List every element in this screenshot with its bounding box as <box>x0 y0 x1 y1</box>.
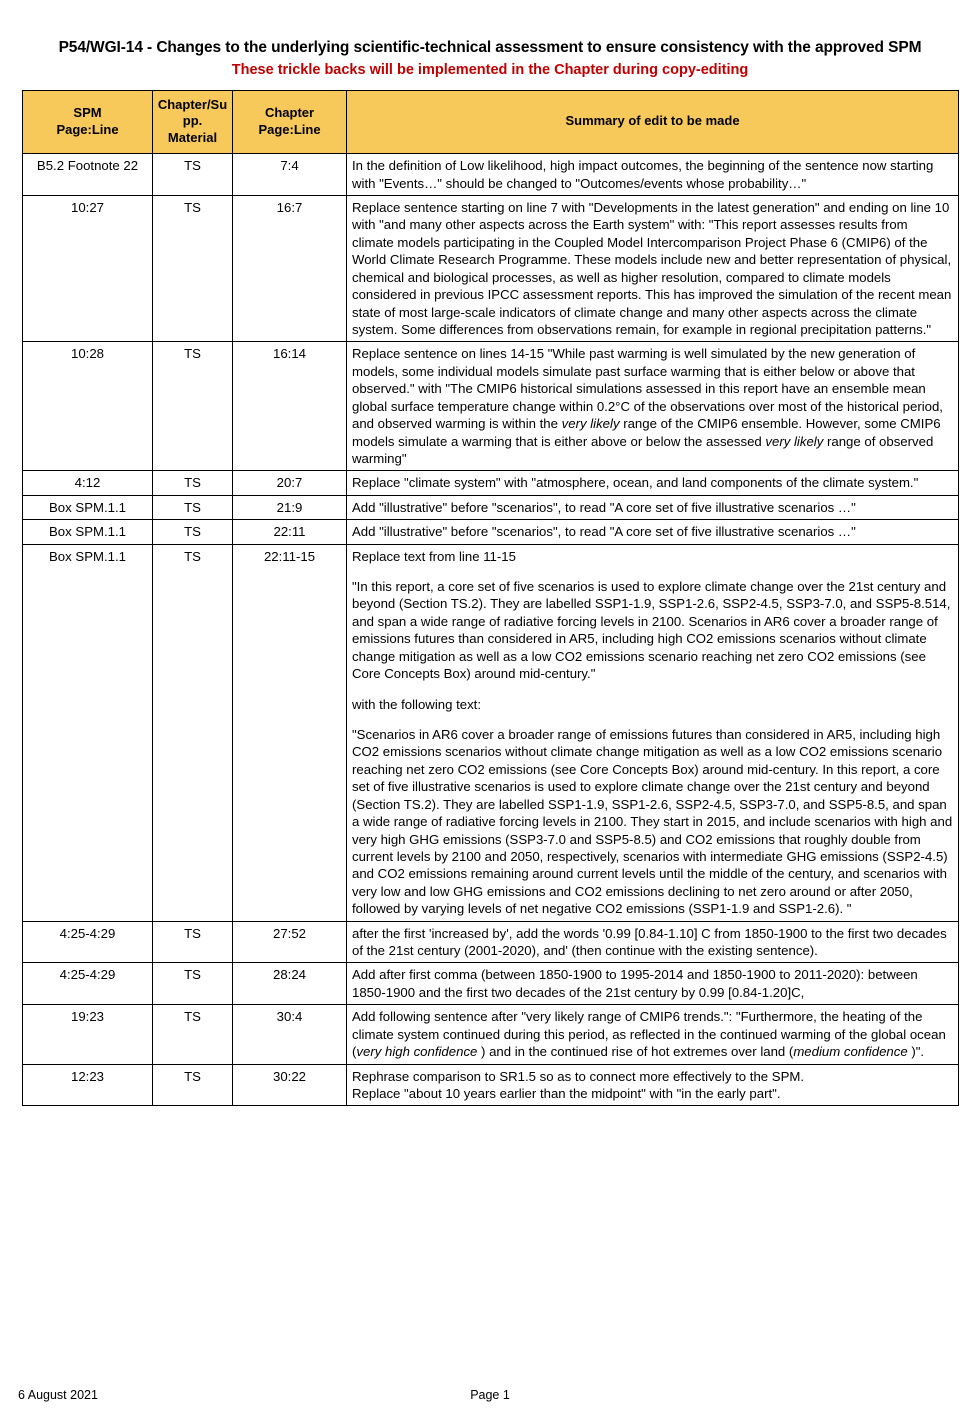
cell-spm: 19:23 <box>23 1005 153 1064</box>
cell-material: TS <box>153 196 233 342</box>
cell-chapter: 16:14 <box>233 342 347 471</box>
cell-material: TS <box>153 342 233 471</box>
cell-summary: Rephrase comparison to SR1.5 so as to connect more effectively to the SPM. Replace "about 10 years earlier than the midpoint" with "in the early part". <box>347 1064 959 1106</box>
cell-material: TS <box>153 921 233 963</box>
column-header-summary: Summary of edit to be made <box>347 90 959 154</box>
footer-page-number: Page 1 <box>470 1388 510 1402</box>
cell-summary: Add following sentence after "very likely range of CMIP6 trends.": "Furthermore, the heating of the climate system continued during this period, as reflected in the continued warming of the global ocean (very high confidence ) and in the continued rise of hot extremes over land (medium confidence )". <box>347 1005 959 1064</box>
footer-date: 6 August 2021 <box>18 1388 98 1402</box>
cell-material: TS <box>153 520 233 544</box>
cell-chapter: 30:22 <box>233 1064 347 1106</box>
table-header-row <box>23 90 959 154</box>
cell-summary: Replace "climate system" with "atmosphere, ocean, and land components of the climate system." <box>347 471 959 495</box>
cell-material: TS <box>153 471 233 495</box>
table-row <box>23 1064 959 1106</box>
table-row <box>23 1005 959 1064</box>
table-row <box>23 963 959 1005</box>
cell-spm: 4:25-4:29 <box>23 921 153 963</box>
cell-spm: B5.2 Footnote 22 <box>23 154 153 196</box>
cell-chapter: 7:4 <box>233 154 347 196</box>
page-title: P54/WGI-14 - Changes to the underlying scientific-technical assessment to ensure consistency with the approved SPM <box>58 39 922 56</box>
column-header-chapter-material: Chapter/Su pp. Material <box>153 90 233 154</box>
cell-spm: Box SPM.1.1 <box>23 544 153 921</box>
table-row <box>23 495 959 519</box>
cell-spm: 4:25-4:29 <box>23 963 153 1005</box>
column-header-spm: SPM Page:Line <box>23 90 153 154</box>
cell-material: TS <box>153 1064 233 1106</box>
cell-summary: In the definition of Low likelihood, high impact outcomes, the beginning of the sentence now starting with "Events…" should be changed to "Outcomes/events whose probability…" <box>347 154 959 196</box>
cell-spm: 10:27 <box>23 196 153 342</box>
column-header-chapter-pageline: Chapter Page:Line <box>233 90 347 154</box>
cell-summary: Add after first comma (between 1850-1900 to 1995-2014 and 1850-1900 to 2011-2020): between 1850-1900 and the first two decades of the 21st century by 0.99 [0.84-1.20]C, <box>347 963 959 1005</box>
edits-table-body <box>23 154 959 1106</box>
cell-material: TS <box>153 963 233 1005</box>
table-row <box>23 154 959 196</box>
cell-spm: Box SPM.1.1 <box>23 520 153 544</box>
cell-chapter: 22:11-15 <box>233 544 347 921</box>
cell-chapter: 22:11 <box>233 520 347 544</box>
cell-summary: Add "illustrative" before "scenarios", to read "A core set of five illustrative scenarios …" <box>347 495 959 519</box>
cell-summary: Add "illustrative" before "scenarios", to read "A core set of five illustrative scenarios …" <box>347 520 959 544</box>
cell-chapter: 16:7 <box>233 196 347 342</box>
cell-spm: 10:28 <box>23 342 153 471</box>
cell-chapter: 30:4 <box>233 1005 347 1064</box>
table-row <box>23 921 959 963</box>
cell-spm: 4:12 <box>23 471 153 495</box>
cell-chapter: 20:7 <box>233 471 347 495</box>
cell-summary: after the first 'increased by', add the words '0.99 [0.84-1.10] C from 1850-1900 to the first two decades of the 21st century (2001-2020), and' (then continue with the existing sentence). <box>347 921 959 963</box>
table-row <box>23 196 959 342</box>
cell-material: TS <box>153 544 233 921</box>
cell-summary: Replace sentence on lines 14-15 "While past warming is well simulated by the new generation of models, some individual models simulate past surface warming that is either below or above that observed." with "The CMIP6 historical simulations assessed in this report have an ensemble mean global surface temperature change within 0.2°C of the observations over most of the historical period, and observed warming is within the very likely range of the CMIP6 ensemble. However, some CMIP6 models simulate a warming that is either above or below the assessed very likely range of observed warming" <box>347 342 959 471</box>
table-row <box>23 471 959 495</box>
page-footer <box>0 1388 980 1406</box>
cell-chapter: 27:52 <box>233 921 347 963</box>
table-row <box>23 544 959 921</box>
cell-summary: Replace text from line 11-15 "In this report, a core set of five scenarios is used to explore climate change over the 21st century and beyond (Section TS.2). They are labelled SSP1-1.9, SSP1-2.6, SSP2-4.5, SSP3-7.0, and SSP5-8.514, and span a wide range of radiative forcing levels in 2100. Scenarios in AR6 cover a broader range of emissions futures than considered in AR5, including high CO2 emissions scenarios without climate change mitigation as well as a low CO2 emissions scenario reaching net zero CO2 emissions (see Core Concepts Box) around mid-century." with the following text: "Scenarios in AR6 cover a broader range of emissions futures than considered in AR5, including high CO2 emissions scenarios without climate change mitigation as well as a low CO2 emissions scenario reaching net zero CO2 emissions (see Core Concepts Box) around mid-century. In this report, a core set of five illustrative scenarios is used to explore climate change over the 21st century and beyond (Section TS.2). They are labelled SSP1-1.9, SSP1-2.6, SSP2-4.5, SSP3-7.0, and SSP5-8.5, and span a wide range of radiative forcing levels in 2100. They start in 2015, and include scenarios with high and very high GHG emissions (SSP3-7.0 and SSP5-8.5) and CO2 emissions that roughly double from current levels by 2100 and 2050, respectively, scenarios with intermediate GHG emissions (SSP2-4.5) and CO2 emissions remaining around current levels until the middle of the century, and scenarios with very low and low GHG emissions and CO2 emissions declining to net zero around or after 2050, followed by varying levels of net negative CO2 emissions (SSP1-1.9 and SSP1-2.6). " <box>347 544 959 921</box>
table-row <box>23 520 959 544</box>
table-row <box>23 342 959 471</box>
cell-chapter: 21:9 <box>233 495 347 519</box>
cell-material: TS <box>153 495 233 519</box>
page-subtitle: These trickle backs will be implemented in the Chapter during copy-editing <box>231 62 749 79</box>
cell-summary: Replace sentence starting on line 7 with "Developments in the latest generation" and ending on line 10 with "and many other aspects across the Earth system" with: "This report assesses results from climate models participating in the Coupled Model Intercomparison Project Phase 6 (CMIP6) of the World Climate Research Programme. These models include new and better representation of physical, chemical and biological processes, as well as higher resolution, compared to climate models considered in previous IPCC assessment reports. This has improved the simulation of the recent mean state of most large-scale indicators of climate change and many other aspects across the climate system. Some differences from observations remain, for example in regional precipitation patterns." <box>347 196 959 342</box>
cell-material: TS <box>153 154 233 196</box>
edits-table <box>22 90 959 1107</box>
cell-chapter: 28:24 <box>233 963 347 1005</box>
cell-material: TS <box>153 1005 233 1064</box>
cell-spm: 12:23 <box>23 1064 153 1106</box>
cell-spm: Box SPM.1.1 <box>23 495 153 519</box>
